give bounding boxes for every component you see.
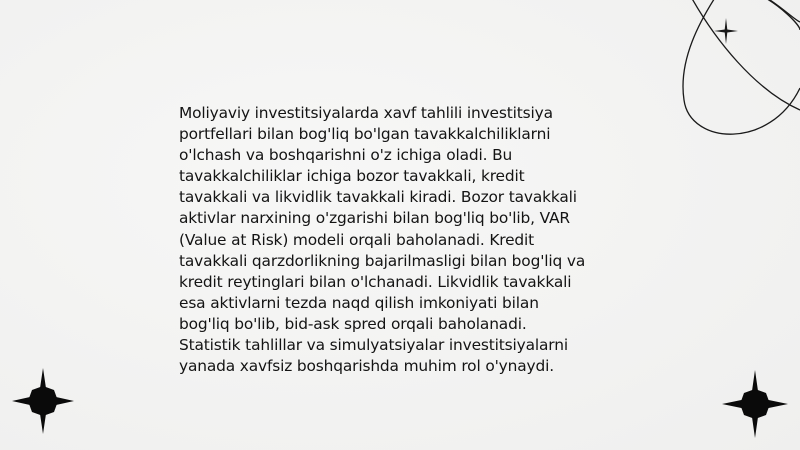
body-line: bog'liq bo'lib, bid-ask spred orqali baholanadi. — [179, 314, 527, 333]
body-line: esa aktivlarni tezda naqd qilish imkoniyati bilan — [179, 293, 539, 312]
body-line: Statistik tahlillar va simulyatsiyalar investitsiyalarni — [179, 336, 568, 355]
star-right-icon — [720, 370, 790, 438]
orbit-lines-icon — [660, 0, 800, 150]
body-line: portfellari bilan bog'liq bo'lgan tavakkalchiliklarni — [179, 125, 551, 144]
body-line: tavakkalchiliklar ichiga bozor tavakkali, kredit — [179, 167, 525, 186]
body-line: o'lchash va boshqarishni o'z ichiga oladi. Bu — [179, 146, 513, 165]
body-line: tavakkali qarzdorlikning bajarilmasligi bilan bog'liq va — [179, 251, 586, 270]
star-left-icon — [10, 368, 76, 434]
small-sparkle-icon — [714, 18, 738, 44]
body-paragraph — [179, 103, 629, 377]
body-line: tavakkali va likvidlik tavakkali kiradi. Bozor tavakkali — [179, 188, 577, 207]
body-line: kredit reytinglari bilan o'lchanadi. Likvidlik tavakkali — [179, 272, 572, 291]
body-line: (Value at Risk) modeli orqali baholanadi. Kredit — [179, 230, 535, 249]
body-line: aktivlar narxining o'zgarishi bilan bog'liq bo'lib, VAR — [179, 209, 570, 228]
body-line: Moliyaviy investitsiyalarda xavf tahlili investitsiya — [179, 104, 553, 122]
body-line: yanada xavfsiz boshqarishda muhim rol o'ynaydi. — [179, 357, 554, 376]
